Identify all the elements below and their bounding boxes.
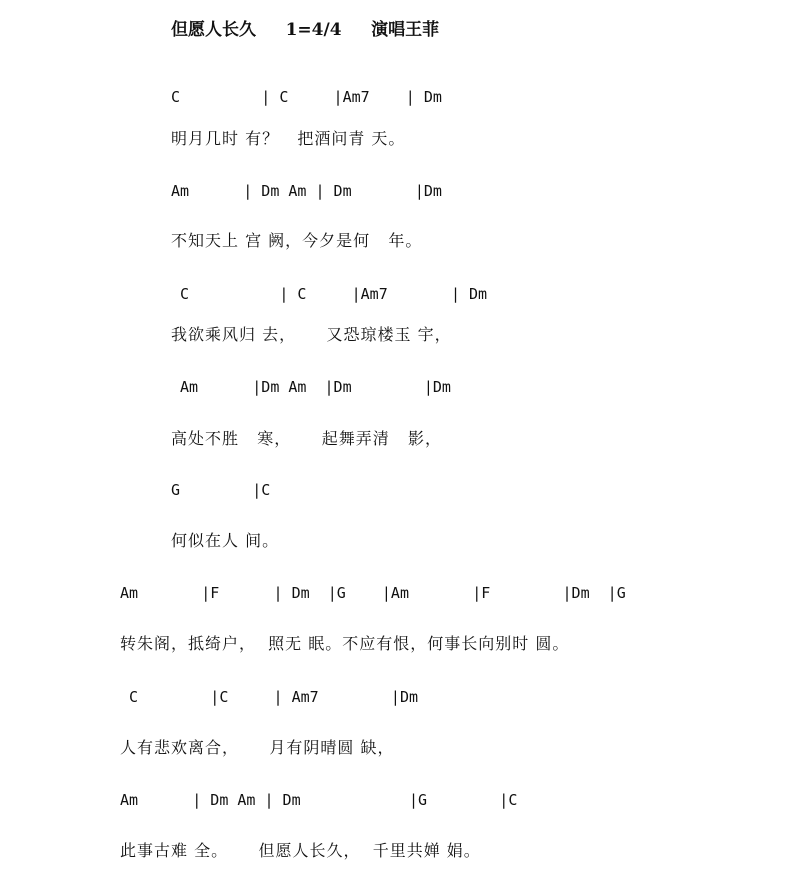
chord-line-1: C | C |Am7 | Dm [171,88,442,106]
lyric-line-2: 不知天上 宫 阙，今夕是何 年。 [171,231,423,250]
chord-line-4: Am |Dm Am |Dm |Dm [171,378,451,396]
lyric-line-5: 何似在人 间。 [171,531,280,550]
chord-line-8: Am | Dm Am | Dm |G |C [120,791,518,809]
chord-line-2: Am | Dm Am | Dm |Dm [171,182,442,200]
chord-line-7: C |C | Am7 |Dm [120,688,419,706]
lyric-line-8: 此事古难 全。 但愿人长久， 千里共婵 娟。 [120,841,481,860]
song-title-line: 但愿人长久 1=4/4 演唱王菲 [171,20,440,40]
chord-line-3: C | C |Am7 | Dm [171,285,488,303]
lyric-line-4: 高处不胜 寒， 起舞弄清 影， [171,429,442,448]
chord-line-5: G |C [171,481,271,499]
chord-line-6: Am |F | Dm |G |Am |F |Dm |G [120,584,626,602]
lyric-line-1: 明月几时 有？ 把酒问青 天。 [171,129,406,148]
lyric-line-3: 我欲乘风归 去， 又恐琼楼玉 宇， [171,325,452,344]
lyric-line-7: 人有悲欢离合， 月有阴晴圆 缺， [120,738,395,757]
lyric-line-6: 转朱阁，抵绮户， 照无 眠。不应有恨，何事长向别时 圆。 [120,634,570,653]
